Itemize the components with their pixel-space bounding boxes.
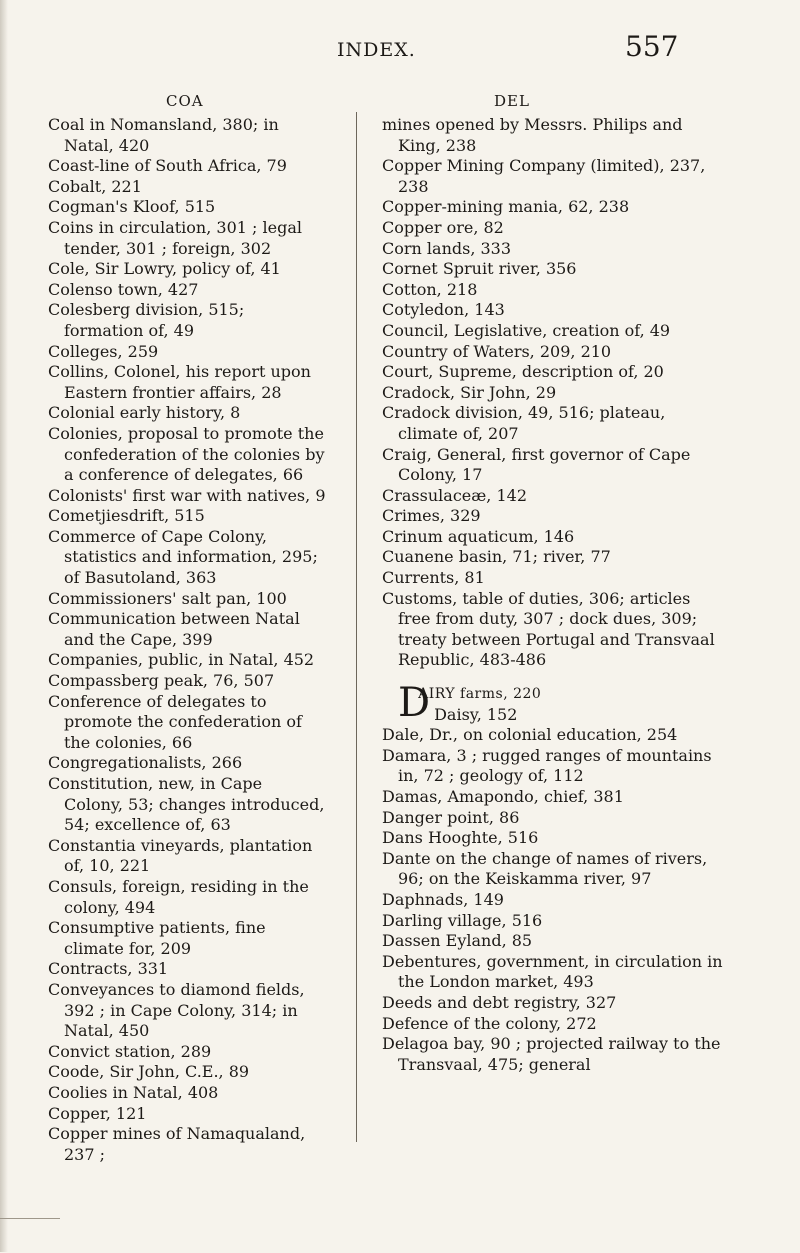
index-entry: Coolies in Natal, 408 xyxy=(48,1082,219,1102)
column-divider xyxy=(356,112,357,1142)
index-entry: Cometjiesdrift, 515 xyxy=(48,506,205,526)
index-entry: Dale, Dr., on colonial education, 254 xyxy=(382,725,678,745)
index-entry: Consuls, foreign, residing in the colony, 494 xyxy=(48,876,309,917)
index-entry: Copper mines of Namaqualand, 237 ; xyxy=(48,1124,306,1164)
index-entry: Copper Mining Company (limited), 237, 238 xyxy=(382,156,706,196)
index-entry: Cogman's Kloof, 515 xyxy=(48,197,216,217)
index-entry: Customs, table of duties, 306; articles free from duty, 307 ; dock dues, 309; treaty between Portugal and Transvaal Republic, 483-486 xyxy=(382,588,715,670)
index-entry: Constitution, new, in Cape Colony, 53; changes introduced, 54; excellence of, 63 xyxy=(48,774,325,835)
index-entry: Cradock division, 49, 516; plateau, climate of, 207 xyxy=(382,403,666,443)
index-entry: Commissioners' salt pan, 100 xyxy=(48,588,287,608)
index-entry: Deeds and debt registry, 327 xyxy=(382,992,617,1012)
dropcap-second-entry: Daisy, 152 xyxy=(434,704,518,724)
index-entry: Colleges, 259 xyxy=(48,341,159,361)
index-entry: Darling village, 516 xyxy=(382,910,543,930)
index-entry: Copper, 121 xyxy=(48,1103,147,1123)
index-entry: Crassulaceæ, 142 xyxy=(382,485,527,505)
index-entry: Coast-line of South Africa, 79 xyxy=(48,156,287,176)
page-corner-line xyxy=(0,1218,60,1253)
index-entry: Dassen Eyland, 85 xyxy=(382,931,533,951)
index-entry: Currents, 81 xyxy=(382,568,485,588)
right-column xyxy=(382,90,726,1075)
page-edge xyxy=(0,0,8,1252)
index-entry: Coode, Sir John, C.E., 89 xyxy=(48,1062,250,1082)
index-entry: Country of Waters, 209, 210 xyxy=(382,341,612,361)
index-entry: Damas, Amapondo, chief, 381 xyxy=(382,787,624,806)
index-entry: Court, Supreme, description of, 20 xyxy=(382,362,664,382)
index-entry: Conveyances to diamond fields, 392 ; in Cape Colony, 314; in Natal, 450 xyxy=(48,979,305,1041)
index-entry: Communication between Natal and the Cape, 399 xyxy=(48,609,300,649)
right-entry-list-c xyxy=(382,115,726,671)
index-entry: Contracts, 331 xyxy=(48,959,169,979)
index-entry: mines opened by Messrs. Philips and King, 238 xyxy=(382,115,683,155)
index-entry: Cornet Spruit river, 356 xyxy=(382,259,577,279)
index-entry: Delagoa bay, 90 ; projected railway to the Transvaal, 475; general xyxy=(382,1034,721,1074)
index-entry: Council, Legislative, creation of, 49 xyxy=(382,320,671,340)
index-entry: Convict station, 289 xyxy=(48,1041,212,1061)
index-entry: Conference of delegates to promote the confederation of the colonies, 66 xyxy=(48,691,302,752)
page-number: 557 xyxy=(625,30,679,63)
left-column xyxy=(48,90,326,1165)
index-entry: Collins, Colonel, his report upon Eastern frontier affairs, 28 xyxy=(48,362,311,402)
index-entry: Copper-mining mania, 62, 238 xyxy=(382,197,630,217)
index-entry: Copper ore, 82 xyxy=(382,217,504,237)
index-entry: Commerce of Cape Colony, statistics and information, 295; of Basutoland, 363 xyxy=(48,526,318,588)
left-column-heading: COA xyxy=(166,92,204,110)
running-header: INDEX. xyxy=(337,39,416,61)
index-entry: Cole, Sir Lowry, policy of, 41 xyxy=(48,259,281,279)
index-entry: Cotyledon, 143 xyxy=(382,300,505,320)
index-entry: Colonies, proposal to promote the confederation of the colonies by a conference of delegates, 66 xyxy=(48,423,325,485)
index-entry: Congregationalists, 266 xyxy=(48,753,243,773)
index-entry: Coal in Nomansland, 380; in Natal, 420 xyxy=(48,115,279,155)
index-entry: Compassberg peak, 76, 507 xyxy=(48,671,275,691)
index-entry: Dans Hooghte, 516 xyxy=(382,828,539,848)
index-entry: Constantia vineyards, plantation of, 10, 221 xyxy=(48,835,313,876)
right-column-heading: DEL xyxy=(494,92,530,110)
index-entry: Colenso town, 427 xyxy=(48,279,199,299)
index-entry: Consumptive patients, fine climate for, 209 xyxy=(48,918,266,958)
index-entry: Crinum aquaticum, 146 xyxy=(382,526,575,546)
index-entry: Crimes, 329 xyxy=(382,506,481,526)
index-entry: Dante on the change of names of rivers, 96; on the Keiskamma river, 97 xyxy=(382,848,708,889)
dropcap-entry-text: AIRY farms, 220 xyxy=(418,686,542,703)
index-entry: Craig, General, first governor of Cape Colony, 17 xyxy=(382,444,691,485)
index-entry: Danger point, 86 xyxy=(382,807,520,827)
index-entry: Colonial early history, 8 xyxy=(48,403,241,423)
index-entry: Damara, 3 ; rugged ranges of mountains in, 72 ; geology of, 112 xyxy=(382,745,712,786)
index-entry: Colesberg division, 515; formation of, 49 xyxy=(48,300,245,340)
drop-cap-letter: D xyxy=(398,680,431,727)
index-entry: Cobalt, 221 xyxy=(48,176,142,196)
index-entry: Colonists' first war with natives, 9 xyxy=(48,485,326,505)
index-entry: Cradock, Sir John, 29 xyxy=(382,382,557,402)
index-entry: Cuanene basin, 71; river, 77 xyxy=(382,547,611,567)
index-entry: Debentures, government, in circulation in the London market, 493 xyxy=(382,951,723,992)
index-entry: Defence of the colony, 272 xyxy=(382,1013,597,1033)
right-entry-list-d xyxy=(382,725,726,1075)
index-entry: Companies, public, in Natal, 452 xyxy=(48,650,315,670)
index-entry: Daphnads, 149 xyxy=(382,889,504,909)
left-entry-list xyxy=(48,115,326,1165)
index-entry: Coins in circulation, 301 ; legal tender, 301 ; foreign, 302 xyxy=(48,217,302,258)
index-entry: Corn lands, 333 xyxy=(382,238,512,258)
index-entry: Cotton, 218 xyxy=(382,279,478,299)
dropcap-entry xyxy=(382,680,726,727)
